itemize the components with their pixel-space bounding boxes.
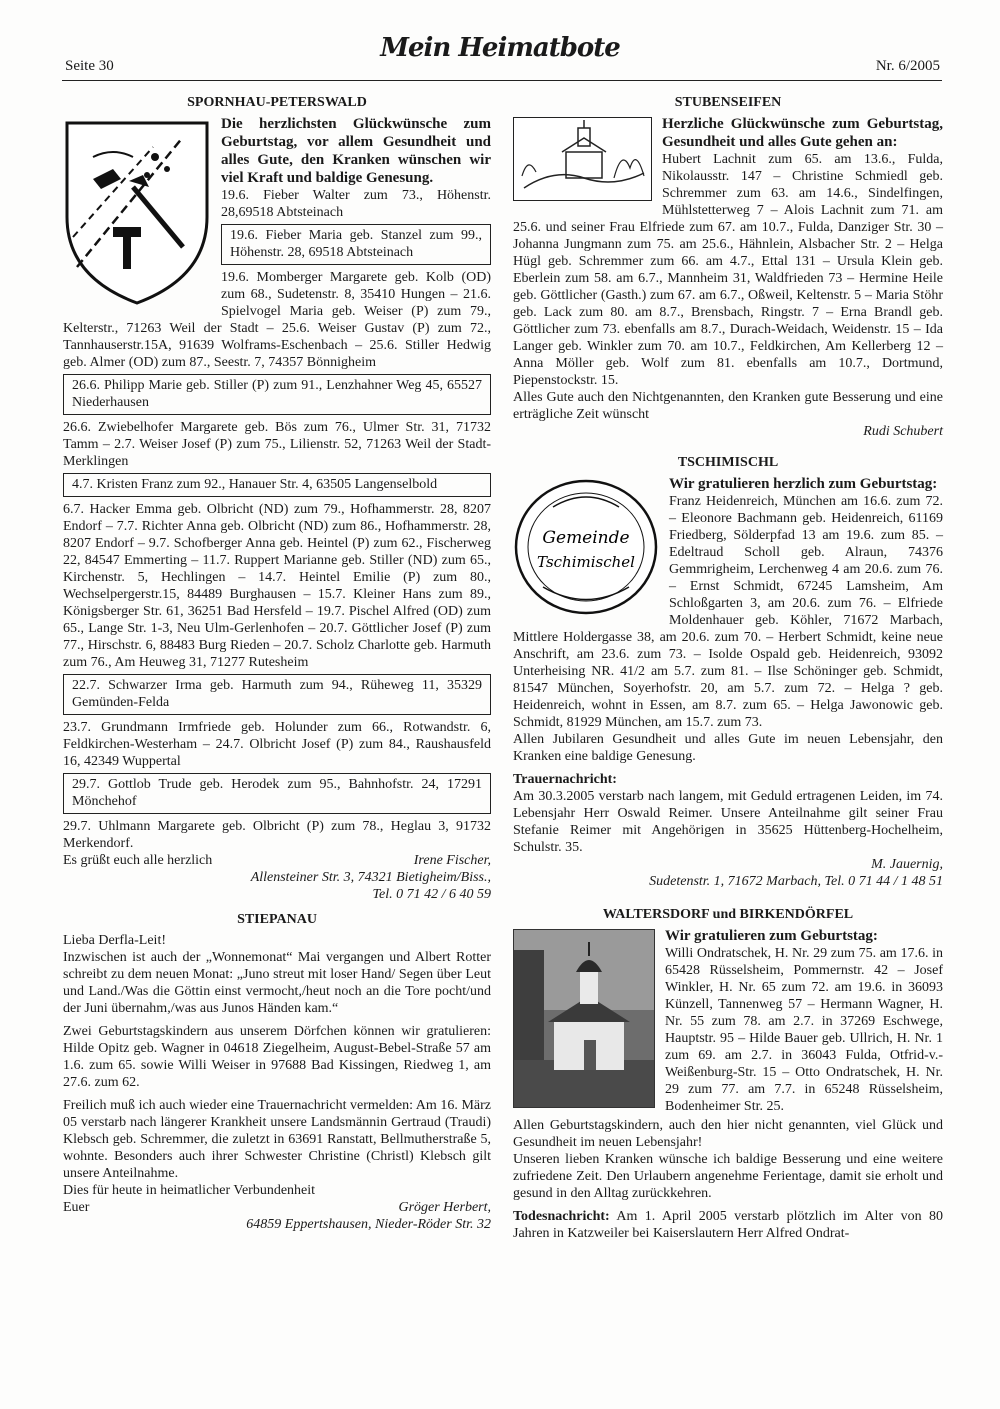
section-title-tschimischl: TSCHIMISCHL xyxy=(677,455,779,470)
spornhau-entry-2: 19.6. Momberger Margarete geb. Kolb (OD) zum 68., Sudetenstr. 8, 35410 Hungen – 21.6. Spielvogel Maria geb. Weiser (P) zum 79., Kelterstr., 71263 Weil der Stadt – 25.6. Weiser Gustav (P) zum 72., Tannhauserstr.15A, 91639 Wolframs-Eschenbach – 25.6. Stiller Hedwig geb. Almer (OD) zum 87., Seestr. 7, 74357 Bönnigheim xyxy=(63,270,491,370)
spornhau-entry-3: 26.6. Zwiebelhofer Margarete geb. Bös zum 76., Ulmer Str. 31, 71732 Tamm – 2.7. Weiser Josef (P) zum 75., Lilienstr. 52, 71263 Weil der Stadt-Merklingen xyxy=(63,420,491,469)
stubenseifen-signature: Rudi Schubert xyxy=(863,424,943,439)
municipality-stamp-image xyxy=(513,477,659,622)
spornhau-entry-4: 6.7. Hacker Emma geb. Olbricht (ND) zum 79., Hofhammerstr. 28, 8207 Endorf – 7.7. Richter Anna geb. Olbricht (ND) zum 86., Hofhammerstr. 28, 8207 Endorf – 9.7. Schofberger Anna geb. Heintel (P) zum 62., Fischerweg 22, 84547 Emmerting – 11.7. Ruppert Marianne geb. Stiller (ND) zum 65., Kirchenstr. 5, Hechlingen – 14.7. Heintel Emilie (P) zum 80., Wechselpergerstr.15, 84489 Burghausen – 15.7. Kleiner Hans zum 89., Königsberger Str. 61, 36251 Bad Hersfeld – 19.7. Pischel Alfred (OD) zum 65., Lange Str. 1-3, Neu Ulm-Gerlenhofen – 20.7. Göttlicher Josef (P) zum 77., Hirschstr. 6, 88483 Burg Rieden – 20.7. Scholz Charlotte geb. Harmuth zum 76., Am Heuweg 31, 71277 Rutesheim xyxy=(63,502,491,670)
spornhau-highlight-1: 19.6. Fieber Maria geb. Stanzel zum 99., Höhenstr. 28, 69518 Abtsteinach xyxy=(221,224,491,265)
coat-of-arms-icon xyxy=(63,117,211,307)
spornhau-entry-6: 29.7. Uhlmann Margarete geb. Olbricht (P) zum 78., Heglau 3, 91732 Merkendorf. xyxy=(63,819,491,851)
death-notice-body: Am 1. April 2005 verstarb plötzlich im Alter von 80 Jahren in Katzweiler bei Kaiserslautern Herr Alfred Ondrat- xyxy=(513,1209,943,1241)
spornhau-highlight-3: 4.7. Kristen Franz zum 92., Hanauer Str. 4, 63505 Langenselbold xyxy=(63,473,491,497)
stamp-text-line-2: Tschimischel xyxy=(537,553,635,571)
section-title-stiepanau: STIEPANAU xyxy=(237,912,317,927)
left-column xyxy=(63,90,491,1233)
spornhau-intro: Die herzlichsten Glückwünsche zum Geburtstag, vor allem Gesundheit und alles Gute, den Kranken wünschen wir viel Kraft und baldige Genesung. xyxy=(221,116,491,186)
spornhau-signature-name: Irene Fischer, xyxy=(413,853,491,868)
tschimischl-signature-address: Sudetenstr. 1, 71672 Marbach, Tel. 0 71 44 / 1 48 51 xyxy=(649,874,943,889)
waltersdorf-paragraph-2: Allen Geburtstagskindern, auch den hier nicht genannten, viel Glück und Gesundheit im neuen Lebensjahr! xyxy=(513,1118,943,1150)
stubenseifen-intro: Herzliche Glückwünsche zum Geburtstag, Gesundheit und alles Gute gehen an: xyxy=(662,116,943,150)
page-number: Seite 30 xyxy=(65,58,114,74)
waltersdorf-paragraph-3: Unseren lieben Kranken wünsche ich baldige Besserung und eine weitere zufriedene Zeit. Den Urlaubern angenehme Ferientage, damit sie erholt und gesund in den Alltag zurückkehren. xyxy=(513,1152,943,1201)
waltersdorf-death-notice xyxy=(513,1208,943,1242)
stubenseifen-closing: Alles Gute auch den Nichtgenannten, den Kranken gute Besserung und eine erträgliche Zeit wünscht xyxy=(513,390,943,422)
municipality-stamp-icon xyxy=(513,477,659,617)
stamp-text-line-1: Gemeinde xyxy=(542,528,630,548)
tschimischl-trauer-title: Trauernachricht: xyxy=(513,772,617,787)
chapel-photo xyxy=(513,929,655,1113)
spornhau-entry-5: 23.7. Grundmann Irmfriede geb. Holunder zum 66., Rotwandstr. 6, Feldkirchen-Westerham – 24.7. Olbricht Josef (P) zum 84., Raushausfeld 16, 42349 Wuppertal xyxy=(63,720,491,769)
waltersdorf-body: Willi Ondratschek, H. Nr. 29 zum 75. am 17.6. in 65428 Rüsselsheim, Pommernstr. 42 – Josef Winkler, H. Nr. 65 zum 72. am 19.6. in 36093 Künzell, Tannenweg 57 – Hermann Wagner, H. Nr. 55 zum 78. am 2.7. in 37269 Eschwege, Hauptstr. 95 – Hilde Bauer geb. Ullrich, H. Nr. 1 zum 69. am 2.7. in 36043 Fulda, Otfrid-v.-Weißenburg-Str. 15 – Otto Ondratschek, H. Nr. 29 zum 77. am 7.7. in 65248 Rüsselsheim, Bodenheimer Str. 25. xyxy=(665,946,943,1114)
death-notice-label: Todesnachricht: xyxy=(513,1209,610,1224)
section-title-spornhau: SPORNHAU-PETERSWALD xyxy=(187,95,367,110)
stiepanau-paragraph-3: Freilich muß ich auch wieder eine Trauernachricht vermelden: Am 16. März 05 verstarb nach längerer Krankheit unsere Landsmännin Gertraud (Traudi) Klebsch geb. Schremmer, die zuletzt in 63691 Ranstatt, Bellmutherstraße 5, wohnte. Besonders auch ihrer Schwester Christine (Christl) Klebsch gilt unsere Anteilnahme. xyxy=(63,1098,491,1181)
tschimischl-closing: Allen Jubilaren Gesundheit und alles Gute im neuen Lebensjahr, den Kranken eine baldige Genesung. xyxy=(513,732,943,764)
waltersdorf-intro: Wir gratulieren zum Geburtstag: xyxy=(665,928,878,944)
church-sketch-image xyxy=(513,117,652,206)
tschimischl-intro: Wir gratulieren herzlich zum Geburtstag: xyxy=(669,476,938,492)
stiepanau-signature-name: Gröger Herbert, xyxy=(398,1200,491,1215)
stiepanau-closing: Euer xyxy=(63,1200,90,1215)
spornhau-entry-1: 19.6. Fieber Walter zum 73., Höhenstr. 28,69518 Abtsteinach xyxy=(221,188,491,220)
section-title-stubenseifen: STUBENSEIFEN xyxy=(674,95,782,110)
masthead: Mein Heimatbote xyxy=(380,33,620,63)
stiepanau-signature-address: 64859 Eppertshausen, Nieder-Röder Str. 32 xyxy=(246,1217,491,1232)
stubenseifen-body: Hubert Lachnit zum 65. am 13.6., Fulda, Nikolausstr. 147 – Christine Schmiedl geb. Schremmer zum 63. am 14.6., Sindelfingen, Mühlstetterweg 7 – Alois Lachnit zum 71. am 25.6. und seiner Frau Elfriede zum 67. am 10.7., Fulda, Danziger Str. 30 – Johanna Jungmann zum 75. am 25.6., Hähnlein, Alsbacher Str. 2 – Helga Hügl geb. Schremmer zum 66. am 4.7., Ettal 131 – Ursula Klein geb. Eberlein zum 58. am 6.7., Mannheim 31, Waldfrieden 73 – Hermine Heile geb. Göttlicher (Gasth.) zum 67. am 6.7., Oßweil, Keltenstr. 5 – Maria Stöhr geb. Lack zum 80. am 8.7., Brensbach, Ringstr. 7 – Erna Brandl geb. Göttlicher zum 73. ebenfalls am 8.7., Durach-Weidach, Weidenstr. 15 – Ida Langer geb. Winkler zum 70. am 10.7., Feldkirchen, Am Kellerberg 12 – Anna Möller geb. Wolf zum 81. ebenfalls am 10.7., Dortmund, Piepenstockstr. 15. xyxy=(513,152,943,388)
stiepanau-paragraph-1: Inzwischen ist auch der „Wonnemonat“ Mai vergangen und Albert Rotter schreibt zu dem neuen Monat: „Juno streut mit loser Hand/ Segen über Leut und Land./Was die Göttin einst vermocht,/heut noch an die Tore pocht/und der Juni übernahm,/was aus Junos Händen kam.“ xyxy=(63,950,491,1016)
church-sketch-icon xyxy=(513,117,652,201)
tschimischl-body: Franz Heidenreich, München am 16.6. zum 72. – Eleonore Bachmann geb. Heidenreich, 61169 Friedberg, Sölderpfad 13 am 19.6. zum 85. – Edeltraud Scholl geb. Alraun, 74376 Gemmrigheim, Lerchenweg 4 am 20.6. zum 76. – Ernst Schmidt, 67245 Lamsheim, Am Schloßgarten 3, am 20.6. zum 76. – Elfriede Moldenhauer geb. Köhler, 71672 Marbach, Mittlere Holdergasse 38, am 20.6. zum 70. – Herbert Schmidt, keine neue Anschrift, am 23.6. zum 73. – Isolde Ospald geb. Heidenreich, 93092 Unterheising NR. 41/2 am 5.7. zum 81. – Ilse Schöninger geb. Schmidt, 81547 München, Soyerhofstr. 20, am 5.7. zum 72. – Helga ? geb. Heidenreich, wohnt in Essen, am 8.7. zum 65. – Helga Jawonowic geb. Schmidt, 81929 München, am 15.7. zum 73. xyxy=(513,494,943,730)
tschimischl-signature-name: M. Jauernig, xyxy=(871,857,943,872)
spornhau-highlight-2: 26.6. Philipp Marie geb. Stiller (P) zum 91., Lenzhahner Weg 45, 65527 Niederhausen xyxy=(63,374,491,415)
right-column xyxy=(513,90,943,1242)
issue-number: Nr. 6/2005 xyxy=(875,58,940,74)
coat-of-arms-image xyxy=(63,117,211,312)
tschimischl-trauer-body: Am 30.3.2005 verstarb nach langem, mit Geduld ertragenen Leiden, im 74. Lebensjahr Herr Oswald Reimer. Unsere Anteilnahme gilt seiner Frau Stefanie Reimer mit Angehörigen in 35625 Hüttenberg-Hochelheim, Schulstr. 35. xyxy=(513,789,943,855)
stiepanau-paragraph-4: Dies für heute in heimatlicher Verbundenheit xyxy=(63,1183,316,1198)
chapel-photo-icon xyxy=(513,929,655,1108)
spornhau-highlight-5: 29.7. Gottlob Trude geb. Herodek zum 95., Bahnhofstr. 24, 17291 Mönchehof xyxy=(63,773,491,814)
stiepanau-paragraph-2: Zwei Geburtstagskindern aus unserem Dörfchen können wir gratulieren: Hilde Opitz geb. Wagner in 04618 Ziegelheim, August-Bebel-Straße 57 am 1.6. zum 65. sowie Willi Weiser in 97688 Bad Kissingen, Riedweg 1, am 27.6. zum 62. xyxy=(63,1024,491,1090)
section-title-waltersdorf: WALTERSDORF und BIRKENDÖRFEL xyxy=(602,907,854,922)
spornhau-signature-tel: Tel. 0 71 42 / 6 40 59 xyxy=(372,887,491,902)
stiepanau-greeting: Lieba Derfla-Leit! xyxy=(63,933,166,948)
spornhau-highlight-4: 22.7. Schwarzer Irma geb. Harmuth zum 94., Rüheweg 11, 35329 Gemünden-Felda xyxy=(63,674,491,715)
spornhau-signature-address: Allensteiner Str. 3, 74321 Bietigheim/Biss., xyxy=(250,870,491,885)
spornhau-closing: Es grüßt euch alle herzlich xyxy=(63,853,213,868)
header-rule xyxy=(62,80,942,81)
